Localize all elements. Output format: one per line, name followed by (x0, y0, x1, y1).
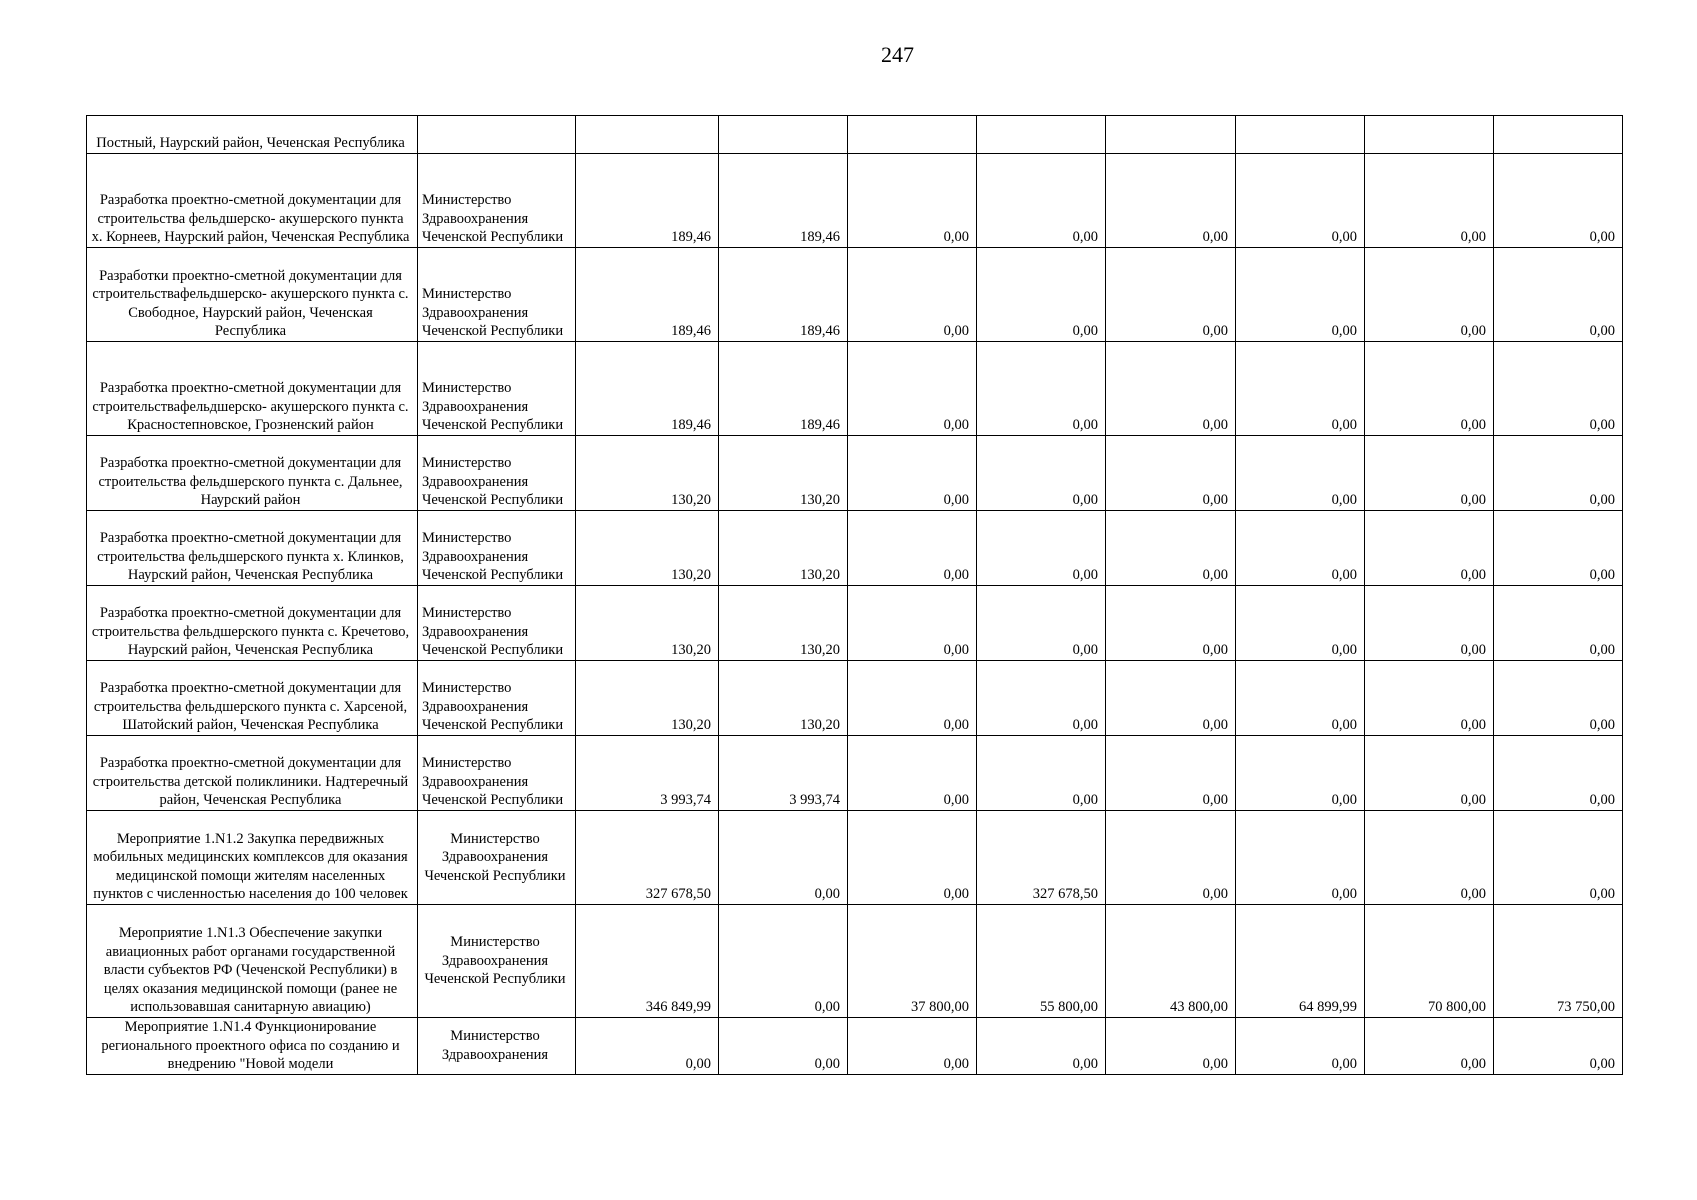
executor-cell: Министерство Здравоохранения Чеченской Республики (418, 736, 576, 811)
amount-cell: 0,00 (1494, 811, 1623, 905)
amount-cell: 0,00 (1365, 511, 1494, 586)
amount-cell: 0,00 (848, 342, 977, 436)
amount-cell: 0,00 (1494, 248, 1623, 342)
executor-cell: Министерство Здравоохранения Чеченской Республики (418, 248, 576, 342)
executor-cell: Министерство Здравоохранения Чеченской Республики (418, 811, 576, 905)
amount-cell: 0,00 (977, 1018, 1106, 1075)
amount-cell: 130,20 (719, 661, 848, 736)
amount-cell: 0,00 (848, 436, 977, 511)
description-cell: Разработка проектно-сметной документации для строительства детской поликлиники. Надтеречный район, Чеченская Республика (87, 736, 418, 811)
amount-cell: 0,00 (848, 586, 977, 661)
amount-cell: 55 800,00 (977, 905, 1106, 1018)
executor-cell: Министерство Здравоохранения Чеченской Республики (418, 661, 576, 736)
description-cell: Разработка проектно-сметной документации для строительства фельдшерского пункта с. Кречетово, Наурский район, Чеченская Республика (87, 586, 418, 661)
table-row (87, 661, 1623, 736)
amount-cell: 0,00 (1106, 511, 1236, 586)
amount-cell: 0,00 (1494, 154, 1623, 248)
description-cell: Разработки проектно-сметной документации для строительствафельдшерско- акушерского пункта с. Свободное, Наурский район, Чеченская Республика (87, 248, 418, 342)
amount-cell: 130,20 (719, 436, 848, 511)
amount-cell: 0,00 (1494, 511, 1623, 586)
table-row (87, 736, 1623, 811)
amount-cell: 0,00 (1494, 661, 1623, 736)
table-row (87, 154, 1623, 248)
amount-cell: 130,20 (719, 511, 848, 586)
amount-cell: 0,00 (1236, 436, 1365, 511)
amount-cell: 0,00 (1365, 661, 1494, 736)
amount-cell: 0,00 (1106, 154, 1236, 248)
amount-cell (576, 116, 719, 154)
description-cell: Разработка проектно-сметной документации для строительства фельдшерского пункта х. Клинков, Наурский район, Чеченская Республика (87, 511, 418, 586)
executor-cell: Министерство Здравоохранения Чеченской Республики (418, 586, 576, 661)
amount-cell: 0,00 (977, 436, 1106, 511)
amount-cell: 0,00 (1106, 248, 1236, 342)
amount-cell: 0,00 (1236, 586, 1365, 661)
amount-cell: 327 678,50 (977, 811, 1106, 905)
amount-cell: 0,00 (977, 736, 1106, 811)
amount-cell: 189,46 (719, 248, 848, 342)
amount-cell: 0,00 (1494, 342, 1623, 436)
amount-cell: 0,00 (1236, 661, 1365, 736)
executor-cell: Министерство Здравоохранения Чеченской Республики (418, 905, 576, 1018)
amount-cell: 0,00 (1236, 1018, 1365, 1075)
amount-cell (719, 116, 848, 154)
description-cell: Разработка проектно-сметной документации для строительства фельдшерского пункта с. Харсеной, Шатойский район, Чеченская Республика (87, 661, 418, 736)
amount-cell (848, 116, 977, 154)
amount-cell: 0,00 (1106, 661, 1236, 736)
description-cell: Постный, Наурский район, Чеченская Республика (87, 116, 418, 154)
amount-cell: 189,46 (719, 154, 848, 248)
executor-cell: Министерство Здравоохранения Чеченской Республики (418, 342, 576, 436)
amount-cell: 0,00 (1494, 736, 1623, 811)
description-cell: Разработка проектно-сметной документации для строительства фельдшерского пункта с. Дальнее, Наурский район (87, 436, 418, 511)
amount-cell: 0,00 (977, 342, 1106, 436)
amount-cell (1365, 116, 1494, 154)
table-row (87, 1018, 1623, 1075)
amount-cell: 0,00 (848, 661, 977, 736)
budget-table (86, 115, 1623, 1075)
table-row (87, 905, 1623, 1018)
amount-cell: 0,00 (1106, 736, 1236, 811)
amount-cell: 0,00 (848, 1018, 977, 1075)
amount-cell: 0,00 (1106, 342, 1236, 436)
amount-cell: 0,00 (1106, 1018, 1236, 1075)
table-row (87, 811, 1623, 905)
executor-cell: Министерство Здравоохранения Чеченской Республики (418, 154, 576, 248)
amount-cell: 130,20 (576, 511, 719, 586)
table-row (87, 342, 1623, 436)
amount-cell: 0,00 (1494, 586, 1623, 661)
amount-cell: 130,20 (576, 661, 719, 736)
amount-cell: 0,00 (1494, 436, 1623, 511)
amount-cell: 0,00 (1106, 586, 1236, 661)
description-cell: Разработка проектно-сметной документации для строительства фельдшерско- акушерского пункта х. Корнеев, Наурский район, Чеченская Республика (87, 154, 418, 248)
amount-cell: 0,00 (1365, 436, 1494, 511)
amount-cell: 64 899,99 (1236, 905, 1365, 1018)
amount-cell (1494, 116, 1623, 154)
amount-cell: 130,20 (719, 586, 848, 661)
amount-cell: 0,00 (1365, 1018, 1494, 1075)
description-cell: Мероприятие 1.N1.4 Функционирование регионального проектного офиса по созданию и внедрению "Новой модели (87, 1018, 418, 1075)
page-number: 247 (881, 42, 914, 67)
amount-cell: 327 678,50 (576, 811, 719, 905)
amount-cell: 0,00 (1365, 586, 1494, 661)
description-cell: Разработка проектно-сметной документации для строительствафельдшерско- акушерского пункта с. Красностепновское, Грозненский район (87, 342, 418, 436)
amount-cell: 0,00 (1365, 736, 1494, 811)
amount-cell (1236, 116, 1365, 154)
description-cell: Мероприятие 1.N1.3 Обеспечение закупки авиационных работ органами государственной власти субъектов РФ (Чеченской Республики) в целях оказания медицинской помощи (ранее не использовавшая санитарную авиацию) (87, 905, 418, 1018)
amount-cell: 0,00 (1365, 248, 1494, 342)
amount-cell: 0,00 (977, 661, 1106, 736)
amount-cell: 0,00 (848, 248, 977, 342)
amount-cell: 0,00 (1236, 811, 1365, 905)
amount-cell: 0,00 (1365, 154, 1494, 248)
amount-cell: 0,00 (1236, 154, 1365, 248)
amount-cell: 130,20 (576, 586, 719, 661)
table-row (87, 116, 1623, 154)
table-row (87, 586, 1623, 661)
amount-cell: 189,46 (576, 342, 719, 436)
executor-cell: Министерство Здравоохранения (418, 1018, 576, 1075)
amount-cell: 73 750,00 (1494, 905, 1623, 1018)
amount-cell: 0,00 (848, 736, 977, 811)
amount-cell: 0,00 (719, 811, 848, 905)
amount-cell: 0,00 (1236, 511, 1365, 586)
amount-cell: 0,00 (977, 248, 1106, 342)
amount-cell: 0,00 (1106, 811, 1236, 905)
amount-cell: 37 800,00 (848, 905, 977, 1018)
amount-cell: 0,00 (848, 811, 977, 905)
amount-cell: 0,00 (977, 154, 1106, 248)
amount-cell: 130,20 (576, 436, 719, 511)
amount-cell: 0,00 (1236, 736, 1365, 811)
amount-cell: 0,00 (848, 154, 977, 248)
amount-cell: 189,46 (576, 154, 719, 248)
amount-cell: 0,00 (719, 905, 848, 1018)
amount-cell: 0,00 (977, 511, 1106, 586)
amount-cell: 0,00 (1494, 1018, 1623, 1075)
table-row (87, 248, 1623, 342)
executor-cell (418, 116, 576, 154)
amount-cell: 70 800,00 (1365, 905, 1494, 1018)
description-cell: Мероприятие 1.N1.2 Закупка передвижных мобильных медицинских комплексов для оказания медицинской помощи жителям населенных пунктов с численностью населения до 100 человек (87, 811, 418, 905)
executor-cell: Министерство Здравоохранения Чеченской Республики (418, 511, 576, 586)
amount-cell: 43 800,00 (1106, 905, 1236, 1018)
amount-cell: 3 993,74 (719, 736, 848, 811)
executor-cell: Министерство Здравоохранения Чеченской Республики (418, 436, 576, 511)
amount-cell (977, 116, 1106, 154)
amount-cell: 0,00 (1365, 811, 1494, 905)
amount-cell: 0,00 (719, 1018, 848, 1075)
amount-cell: 189,46 (576, 248, 719, 342)
table-row (87, 511, 1623, 586)
amount-cell: 0,00 (977, 586, 1106, 661)
amount-cell: 0,00 (576, 1018, 719, 1075)
amount-cell: 0,00 (1236, 248, 1365, 342)
amount-cell: 3 993,74 (576, 736, 719, 811)
table-row (87, 436, 1623, 511)
amount-cell: 0,00 (1365, 342, 1494, 436)
amount-cell: 0,00 (1236, 342, 1365, 436)
amount-cell: 0,00 (1106, 436, 1236, 511)
amount-cell: 0,00 (848, 511, 977, 586)
amount-cell: 189,46 (719, 342, 848, 436)
amount-cell: 346 849,99 (576, 905, 719, 1018)
amount-cell (1106, 116, 1236, 154)
